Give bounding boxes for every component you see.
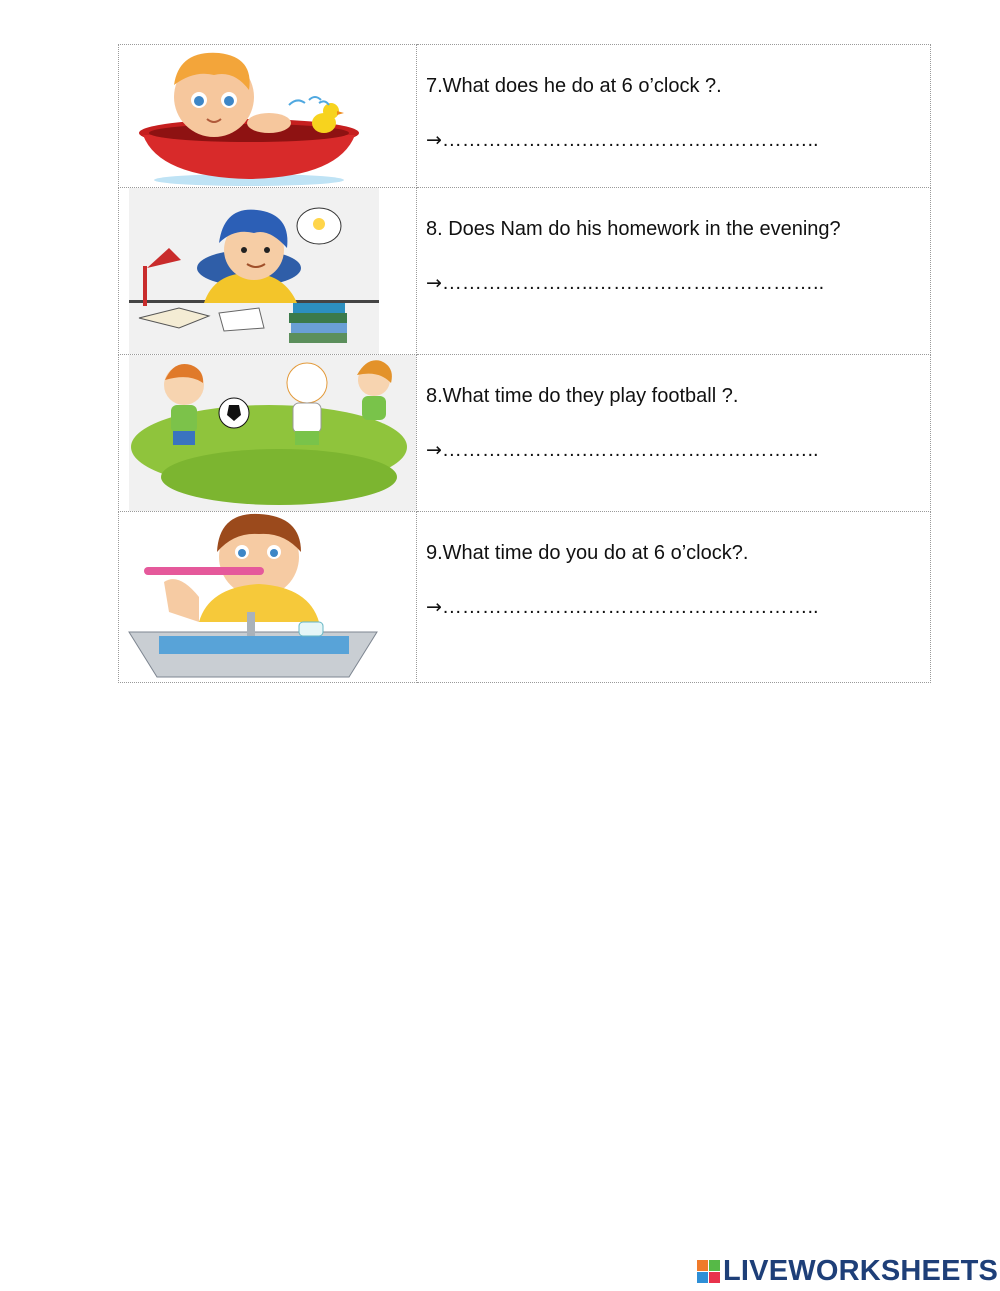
question-cell-4 [417,512,931,683]
question-row-1 [119,45,931,188]
arrow-icon: → [426,596,442,618]
answer-line[interactable] [426,595,819,619]
baby-bath-image [119,45,379,187]
question-text: 8. Does Nam do his homework in the evening? [426,218,841,240]
logo-grid-icon [697,1260,720,1283]
question-text: 7.What does he do at 6 o’clock ?. [426,75,722,97]
arrow-icon: → [426,129,442,151]
question-row-2 [119,188,931,355]
worksheet-table [118,44,931,683]
question-cell-1 [417,45,931,188]
arrow-icon: → [426,272,442,294]
brand-name: LIVEWORKSHEETS [723,1254,999,1287]
question-row-3 [119,355,931,512]
image-cell-3 [119,355,417,512]
boy-homework-image [119,188,416,354]
image-cell-1 [119,45,417,188]
liveworksheets-logo [697,1254,998,1288]
boy-brushing-teeth-image [119,512,416,682]
answer-dots[interactable]: ………………….…………………………….. [441,129,819,151]
answer-dots[interactable]: …………………..…………………………….. [441,272,825,294]
image-cell-4 [119,512,417,683]
answer-dots[interactable]: ………………….…………………………….. [441,439,819,461]
answer-line[interactable] [426,128,819,152]
answer-line[interactable] [426,438,819,462]
answer-line[interactable] [426,271,824,295]
image-cell-2 [119,188,417,355]
arrow-icon: → [426,439,442,461]
question-text: 8.What time do they play football ?. [426,385,739,407]
question-row-4 [119,512,931,683]
kids-football-image [119,355,416,511]
answer-dots[interactable]: ………………….…………………………….. [441,596,819,618]
question-text: 9.What time do you do at 6 o’clock?. [426,542,749,564]
question-cell-2 [417,188,931,355]
question-cell-3 [417,355,931,512]
